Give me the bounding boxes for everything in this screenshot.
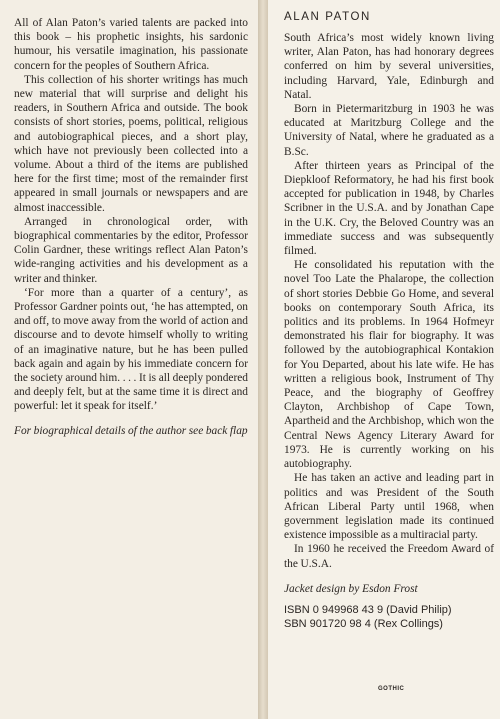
bio-paragraph: He has taken an active and leading part in politics and was President of the South African Liberal Party until 1968, when government legislation made its continued existence impossible as a multiracial party. (284, 472, 494, 542)
blurb-paragraph: ‘For more than a quarter of a century’, as Professor Gardner points out, ‘he has attempted, on and off, to move away from the world of action and discourse and to devote himself wholly to writing of an imaginative nature, but he has been pulled back again and again by his immediate concern for the society around him. . . . It is all deeply pondered and deeply felt, but at the same time it is direct and powerful: let it speak for itself.’ (14, 286, 248, 413)
blurb-paragraph: This collection of his shorter writings has much new material that will surprise and delight his readers, in Southern Africa and outside. The book consists of short stories, poems, political, religious and autobiographical pieces, and a short play, which have not previously been collected into a volume. About a third of the items are published here for the first time; most of the remainder first appeared in small journals or newspapers and are almost inaccessible. (14, 73, 248, 214)
bio-paragraph: He consolidated his reputation with the novel Too Late the Phalarope, the collection of short stories Debbie Go Home, and several books on contemporary South Africa, its politics and its problems. In 1964 Hofmeyr demonstrated his flair for biography. It was followed by the autobiographical Kontakion for You Departed, about his late wife. He has written a religious book, Instrument of Thy Peace, and the biography of Geoffrey Clayton, Archbishop of Cape Town, Apartheid and the Archbishop, which won the Central News Agency Literary Award for 1973. He is currently working on his autobiography. (284, 259, 494, 471)
blurb-paragraph: All of Alan Paton’s varied talents are packed into this book – his prophetic insights, his sardonic humour, his versatile imagination, his passionate concern for the peoples of Southern Africa. (14, 17, 248, 72)
isbn-line: SBN 901720 98 4 (Rex Collings) (284, 617, 443, 630)
author-heading: ALAN PATON (284, 11, 371, 23)
isbn-line: ISBN 0 949968 43 9 (David Philip) (284, 603, 452, 616)
printer-mark: GOTHIC (378, 686, 405, 692)
blurb-paragraph: Arranged in chronological order, with biographical commentaries by the editor, Professor Colin Gardner, these writings reflect Alan Paton’s wide-ranging activities and his development as a writer and thinker. (14, 215, 248, 285)
bio-paragraph: In 1960 he received the Freedom Award of the U.S.A. (284, 543, 494, 570)
jacket-design-credit: Jacket design by Esdon Frost (284, 582, 418, 595)
back-flap (268, 0, 500, 719)
flap-gutter (258, 0, 268, 719)
bio-paragraph: After thirteen years as Principal of the Diepkloof Reformatory, he had his first book accepted for publication in 1948, by Charles Scribner in the U.S.A. and by Jonathan Cape in the U.K. Cry, the Beloved Country was an immediate success and was subsequently filmed. (284, 159, 494, 258)
bio-paragraph: South Africa’s most widely known living writer, Alan Paton, has had honorary degrees conferred on him by several universities, including Harvard, Yale, Edinburgh and Natal. (284, 32, 494, 101)
bio-paragraph: Born in Pietermaritzburg in 1903 he was educated at Maritzburg College and the University of Natal, where he graduated as a B.Sc. (284, 103, 494, 158)
back-flap-note: For biographical details of the author see back flap (14, 424, 248, 437)
spacer (14, 414, 248, 424)
